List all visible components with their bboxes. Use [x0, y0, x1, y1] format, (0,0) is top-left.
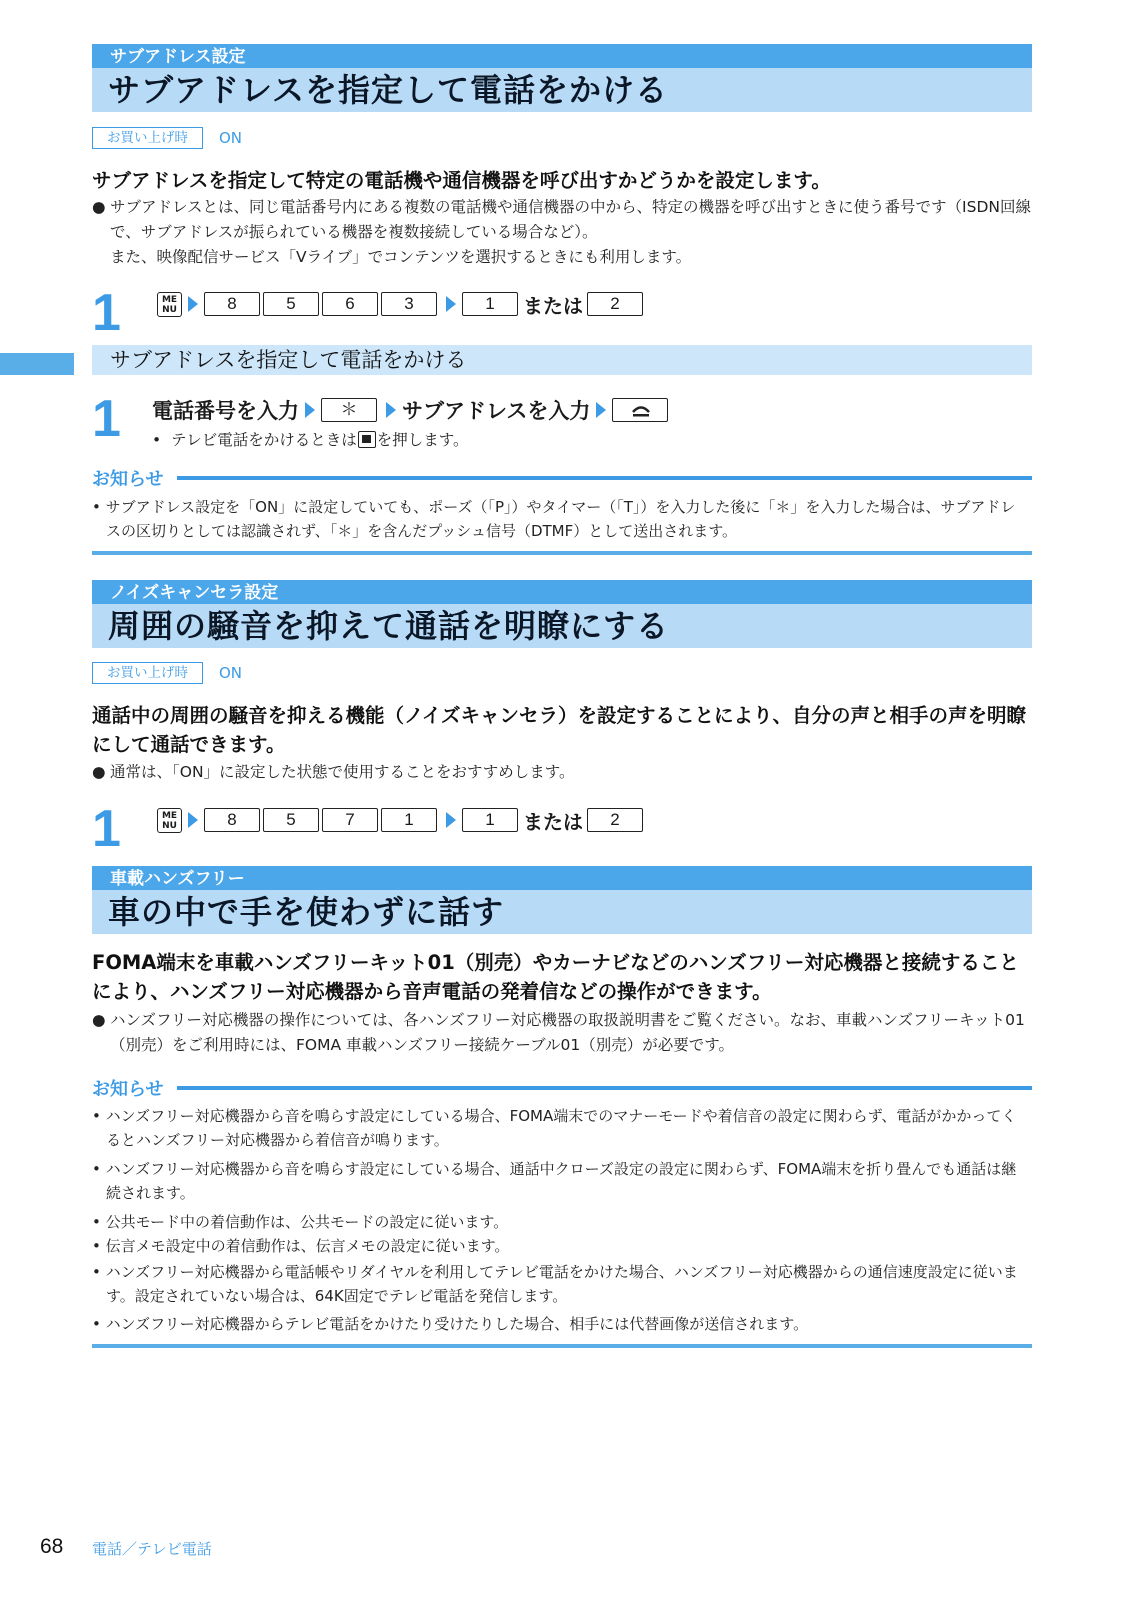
- call-key-icon: [612, 398, 668, 422]
- key-sequence: [157, 806, 646, 834]
- default-value: ON: [219, 129, 243, 147]
- or-text: または: [523, 293, 583, 318]
- info-note: • サブアドレス設定を「ON」に設定していても、ポーズ（「P」）やタイマー（「T」）を入力した後に「＊」を入力した場合は、サブアドレスの区切りとしては認識されず、「＊」を含んだプッシュ信号（DTMF）として送出されます。: [92, 498, 1016, 540]
- menu-key-icon: ME NU: [157, 292, 182, 317]
- bullet-dot-icon: ●: [92, 198, 106, 216]
- arrow-icon: [386, 402, 396, 418]
- arrow-icon: [596, 402, 606, 418]
- bullet-text: ハンズフリー対応機器の操作については、各ハンズフリー対応機器の取扱説明書をご覧ください。なお、車載ハンズフリーキット01（別売）をご利用時には、FOMA 車載ハンズフリー接続ケーブル01（別売）が必要です。: [110, 1011, 1025, 1054]
- sub-heading: サブアドレスを指定して電話をかける: [92, 345, 1032, 375]
- info-note: • ハンズフリー対応機器から音を鳴らす設定にしている場合、FOMA端末でのマナーモードや着信音の設定に関わらず、電話がかかってくるとハンズフリー対応機器から着信音が鳴ります。: [92, 1107, 1017, 1149]
- section-title: 車の中で手を使わずに話す: [92, 890, 1032, 934]
- info-label: お知らせ: [92, 1079, 164, 1100]
- section-label: 車載ハンズフリー: [92, 866, 1032, 892]
- default-value: ON: [219, 664, 243, 682]
- key-1: 1: [462, 808, 518, 832]
- bullet-item: [92, 760, 1032, 785]
- step-text: 電話番号を入力: [152, 399, 299, 423]
- bullet-dot-icon: ●: [92, 763, 106, 781]
- arrow-icon: [446, 812, 456, 828]
- lead-text: FOMA端末を車載ハンズフリーキット01（別売）やカーナビなどのハンズフリー対応機器と接続することにより、ハンズフリー対応機器から音声電話の発着信などの操作ができます。: [92, 951, 1019, 1003]
- lead-text: 通話中の周囲の騒音を抑える機能（ノイズキャンセラ）を設定することにより、自分の声と相手の声を明瞭にして通話できます。: [92, 704, 1027, 756]
- key-1: 1: [381, 808, 437, 832]
- bullet-continuation: また、映像配信サービス「Vライブ」でコンテンツを選択するときにも利用します。: [110, 248, 692, 266]
- section-title: サブアドレスを指定して電話をかける: [92, 68, 1032, 112]
- step-number: 1: [92, 800, 121, 858]
- step-instructions: [152, 396, 668, 424]
- menu-key-icon: ME NU: [157, 808, 182, 833]
- arrow-icon: [305, 402, 315, 418]
- bullet-item: [92, 195, 1032, 245]
- key-8: 8: [204, 292, 260, 316]
- bullet-dot-icon: ●: [92, 1011, 106, 1029]
- step-text: サブアドレスを入力: [402, 399, 591, 423]
- step-number: 1: [92, 284, 121, 342]
- bullet-dot-icon: •: [152, 431, 162, 449]
- key-6: 6: [322, 292, 378, 316]
- key-3: 3: [381, 292, 437, 316]
- step-note: • テレビ電話をかけるときは を押します。: [152, 431, 469, 449]
- bullet-text: 通常は、「ON」に設定した状態で使用することをおすすめします。: [110, 763, 575, 781]
- videophone-key-icon: [358, 431, 376, 448]
- page-number: 68: [40, 1535, 64, 1558]
- section-end-rule: [92, 551, 1032, 555]
- key-2: 2: [587, 292, 643, 316]
- section-title: 周囲の騒音を抑えて通話を明瞭にする: [92, 604, 1032, 648]
- default-setting: [92, 127, 242, 149]
- info-label: お知らせ: [92, 469, 164, 490]
- arrow-icon: [446, 296, 456, 312]
- section-label: ノイズキャンセラ設定: [92, 580, 1032, 606]
- key-8: 8: [204, 808, 260, 832]
- bullet-item: [92, 1008, 1032, 1058]
- info-heading: [92, 468, 1032, 488]
- info-divider: [177, 476, 1032, 480]
- key-sequence: [157, 290, 646, 318]
- info-heading: [92, 1078, 1032, 1098]
- info-note: • 伝言メモ設定中の着信動作は、伝言メモの設定に従います。: [92, 1237, 510, 1255]
- info-note: • ハンズフリー対応機器から音を鳴らす設定にしている場合、通話中クローズ設定の設定に関わらず、FOMA端末を折り畳んでも通話は継続されます。: [92, 1160, 1017, 1202]
- info-divider: [177, 1086, 1032, 1090]
- step-number: 1: [92, 390, 121, 448]
- side-index-tab: [0, 353, 74, 375]
- key-5: 5: [263, 808, 319, 832]
- bullet-text: サブアドレスとは、同じ電話番号内にある複数の電話機や通信機器の中から、特定の機器を呼び出すときに使う番号です（ISDN回線で、サブアドレスが振られている機器を複数接続している場合など）。: [110, 198, 1031, 241]
- section-end-rule: [92, 1344, 1032, 1348]
- arrow-icon: [188, 296, 198, 312]
- info-note: • 公共モード中の着信動作は、公共モードの設定に従います。: [92, 1213, 509, 1231]
- key-7: 7: [322, 808, 378, 832]
- info-note: • ハンズフリー対応機器からテレビ電話をかけたり受けたりした場合、相手には代替画像が送信されます。: [92, 1315, 809, 1333]
- default-setting: [92, 662, 242, 684]
- lead-text: サブアドレスを指定して特定の電話機や通信機器を呼び出すかどうかを設定します。: [92, 169, 831, 192]
- arrow-icon: [188, 812, 198, 828]
- key-1: 1: [462, 292, 518, 316]
- key-2: 2: [587, 808, 643, 832]
- info-note: • ハンズフリー対応機器から電話帳やリダイヤルを利用してテレビ電話をかけた場合、ハンズフリー対応機器からの通信速度設定に従います。設定されていない場合は、64K固定でテレビ電話を発信します。: [92, 1263, 1018, 1305]
- section-label: サブアドレス設定: [92, 44, 1032, 70]
- or-text: または: [523, 809, 583, 834]
- key-asterisk: ＊: [321, 398, 377, 422]
- default-label: お買い上げ時: [92, 662, 203, 684]
- key-5: 5: [263, 292, 319, 316]
- page-category: 電話／テレビ電話: [92, 1540, 212, 1558]
- default-label: お買い上げ時: [92, 127, 203, 149]
